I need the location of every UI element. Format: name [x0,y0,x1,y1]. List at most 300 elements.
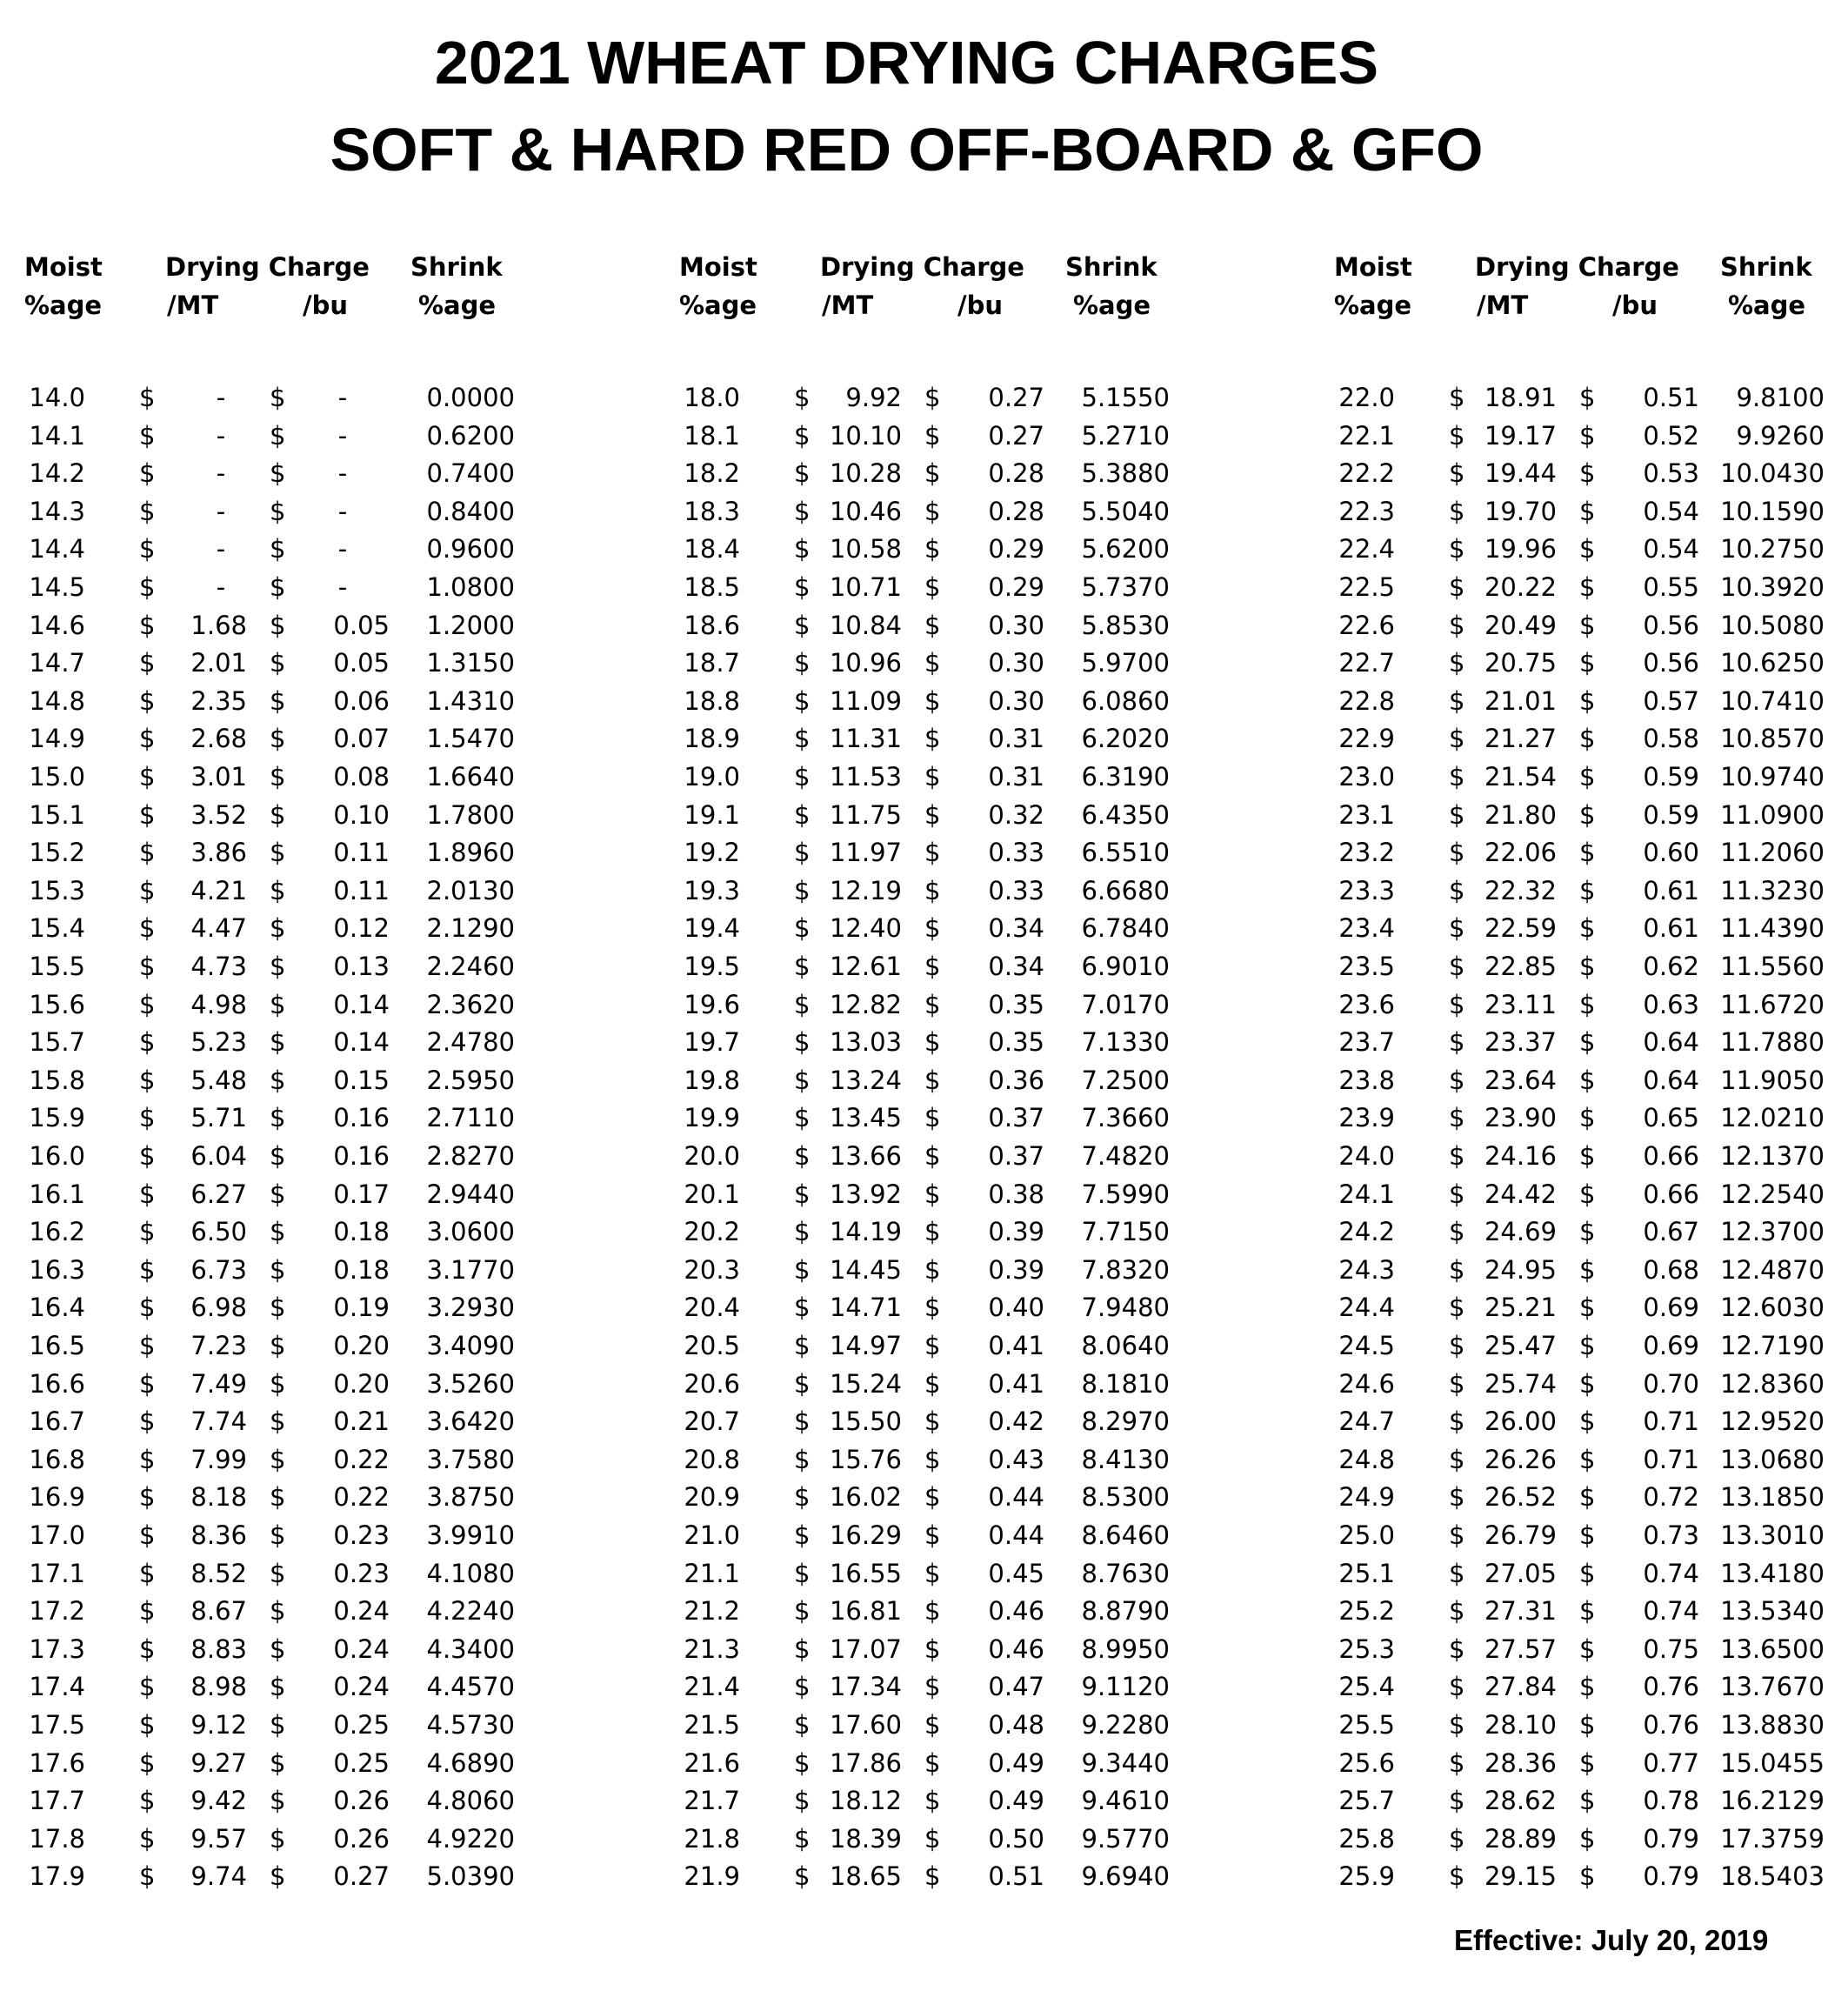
charge-per-bu: 0.13 [333,952,390,981]
currency-symbol: $ [794,1747,811,1778]
charge-per-mt: 2.68 [190,724,247,754]
currency-symbol: $ [1449,1786,1465,1816]
currency-symbol: $ [1579,1293,1596,1323]
moisture-value: 19.4 [684,913,740,944]
moisture-value: 18.4 [684,534,740,565]
charge-per-bu: 0.17 [333,1179,390,1209]
currency-symbol: $ [924,572,941,602]
moisture-value: 15.4 [29,913,85,944]
currency-symbol: $ [1579,799,1596,830]
moisture-value: 19.2 [684,838,740,868]
shrink-value: 6.9010 [1081,952,1170,981]
shrink-value: 9.8100 [1736,383,1825,412]
charge-per-bu: 0.31 [988,724,1044,754]
moisture-value: 20.6 [684,1368,740,1399]
currency-symbol: $ [1579,534,1596,565]
shrink-value: 13.5340 [1720,1596,1825,1627]
moisture-value: 21.8 [684,1823,740,1854]
moisture-value: 25.6 [1338,1747,1395,1778]
charge-per-bu: 0.37 [988,1141,1044,1171]
currency-symbol: $ [139,1368,156,1399]
charge-per-mt: 1.68 [190,610,247,640]
charge-per-bu: 0.06 [333,685,390,716]
shrink-value: 10.7410 [1720,685,1825,716]
shrink-value: 10.3920 [1720,572,1825,602]
charge-per-mt: 9.27 [190,1747,247,1778]
currency-symbol: $ [270,383,286,412]
charge-per-bu: 0.53 [1643,458,1699,489]
currency-symbol: $ [1579,1861,1596,1892]
currency-symbol: $ [924,1254,941,1285]
moisture-value: 21.5 [684,1710,740,1740]
shrink-value: 8.1810 [1081,1368,1170,1399]
shrink-value: 9.6940 [1081,1861,1170,1892]
moisture-value: 17.7 [29,1786,85,1816]
charge-per-bu: 0.30 [988,685,1044,716]
shrink-value: 1.7800 [426,799,515,830]
moisture-value: 24.7 [1338,1406,1395,1437]
charge-per-bu: 0.74 [1643,1558,1699,1588]
charge-per-bu: 0.24 [333,1596,390,1627]
currency-symbol: $ [139,648,156,678]
moisture-value: 21.2 [684,1596,740,1627]
currency-symbol: $ [1579,724,1596,754]
charge-per-mt: 14.97 [829,1331,902,1360]
currency-symbol: $ [1449,1293,1465,1323]
charge-per-bu: 0.79 [1643,1861,1699,1892]
charge-per-bu: 0.11 [333,838,390,868]
charge-per-bu: 0.54 [1643,534,1699,565]
charge-per-bu: 0.30 [988,648,1044,678]
charge-per-bu: 0.64 [1643,1027,1699,1058]
shrink-value: 2.1290 [426,913,515,944]
charge-per-mt: 20.49 [1484,610,1557,640]
charge-per-mt: 23.11 [1484,989,1557,1019]
shrink-value: 18.5403 [1720,1861,1825,1892]
charge-per-bu: 0.73 [1643,1520,1699,1550]
currency-symbol: $ [1449,648,1465,678]
shrink-value: 4.4570 [426,1672,515,1702]
currency-symbol: $ [139,1293,156,1323]
charge-per-bu: - [337,496,348,526]
moisture-value: 14.7 [29,648,85,678]
currency-symbol: $ [924,1482,941,1513]
shrink-value: 3.1770 [426,1254,515,1285]
charge-per-bu: 0.72 [1643,1482,1699,1513]
moisture-value: 25.7 [1338,1786,1395,1816]
header-shrink-unit: %age [1073,291,1151,320]
moisture-value: 17.2 [29,1596,85,1627]
shrink-value: 6.2020 [1081,724,1170,754]
charge-per-bu: 0.25 [333,1710,390,1740]
currency-symbol: $ [270,1520,286,1550]
charge-per-mt: 19.70 [1484,496,1557,526]
shrink-value: 13.6500 [1720,1634,1825,1664]
shrink-value: 3.8750 [426,1482,515,1513]
charge-per-bu: 0.76 [1643,1710,1699,1740]
moisture-value: 20.5 [684,1331,740,1360]
currency-symbol: $ [139,913,156,944]
currency-symbol: $ [139,496,156,526]
currency-symbol: $ [1579,1141,1596,1171]
currency-symbol: $ [924,1520,941,1550]
currency-symbol: $ [794,838,811,868]
currency-symbol: $ [270,458,286,489]
moisture-value: 21.7 [684,1786,740,1816]
moisture-value: 22.6 [1338,610,1395,640]
moisture-value: 14.4 [29,534,85,565]
moisture-value: 18.6 [684,610,740,640]
charge-per-mt: 10.84 [829,610,902,640]
charge-per-mt: 18.39 [829,1823,902,1854]
currency-symbol: $ [794,572,811,602]
charge-per-mt: 4.21 [190,875,247,905]
moisture-value: 22.0 [1338,383,1395,412]
currency-symbol: $ [270,1406,286,1437]
currency-symbol: $ [139,875,156,905]
currency-symbol: $ [270,572,286,602]
moisture-value: 23.9 [1338,1103,1395,1133]
currency-symbol: $ [1449,1558,1465,1588]
shrink-value: 3.4090 [426,1331,515,1360]
charge-per-bu: 0.69 [1643,1331,1699,1360]
moisture-value: 22.2 [1338,458,1395,489]
moisture-value: 23.8 [1338,1065,1395,1095]
currency-symbol: $ [794,458,811,489]
title-line-1: 2021 WHEAT DRYING CHARGES [434,29,1379,97]
shrink-value: 3.0600 [426,1217,515,1247]
currency-symbol: $ [1579,1368,1596,1399]
currency-symbol: $ [270,1065,286,1095]
moisture-value: 20.2 [684,1217,740,1247]
shrink-value: 11.6720 [1720,989,1825,1019]
currency-symbol: $ [1579,1558,1596,1588]
header-moist: Moist [679,252,757,282]
charge-per-bu: 0.25 [333,1747,390,1778]
shrink-value: 3.9910 [426,1520,515,1550]
currency-symbol: $ [139,1634,156,1664]
currency-symbol: $ [794,1103,811,1133]
shrink-value: 5.6200 [1081,534,1170,565]
currency-symbol: $ [794,1672,811,1702]
currency-symbol: $ [1579,648,1596,678]
charge-per-mt: 13.03 [829,1027,902,1058]
currency-symbol: $ [794,1823,811,1854]
moisture-value: 14.9 [29,724,85,754]
header-shrink: Shrink [410,252,503,282]
header-moist-unit: %age [24,291,103,320]
charge-per-mt: 25.74 [1484,1368,1557,1399]
header-drying-charge: Drying Charge [165,252,370,282]
moisture-value: 24.2 [1338,1217,1395,1247]
effective-date: Effective: July 20, 2019 [1454,1924,1769,1956]
charge-per-bu: 0.51 [988,1861,1044,1892]
currency-symbol: $ [270,1027,286,1058]
charge-per-mt: 22.85 [1484,952,1557,981]
shrink-value: 5.8530 [1081,610,1170,640]
charge-per-mt: 23.90 [1484,1103,1557,1133]
currency-symbol: $ [139,1217,156,1247]
moisture-value: 16.7 [29,1406,85,1437]
charge-per-mt: 17.60 [829,1710,902,1740]
shrink-value: 17.3759 [1720,1823,1825,1854]
shrink-value: 5.2710 [1081,420,1170,451]
charge-per-mt: 19.44 [1484,458,1557,489]
charge-per-mt: 21.01 [1484,685,1557,716]
currency-symbol: $ [139,952,156,981]
charge-per-mt: 6.27 [190,1179,247,1209]
charge-per-mt: 9.12 [190,1710,247,1740]
currency-symbol: $ [270,1596,286,1627]
charge-per-mt: 9.92 [845,383,902,412]
shrink-value: 2.5950 [426,1065,515,1095]
charge-per-bu: 0.30 [988,610,1044,640]
currency-symbol: $ [139,762,156,792]
moisture-value: 25.2 [1338,1596,1395,1627]
currency-symbol: $ [1449,1596,1465,1627]
currency-symbol: $ [794,1444,811,1474]
charge-per-bu: 0.56 [1643,648,1699,678]
shrink-value: 7.0170 [1081,989,1170,1019]
shrink-value: 10.5080 [1720,610,1825,640]
currency-symbol: $ [270,648,286,678]
shrink-value: 8.7630 [1081,1558,1170,1588]
moisture-value: 18.2 [684,458,740,489]
charge-per-mt: 6.04 [190,1141,247,1171]
shrink-value: 9.2280 [1081,1710,1170,1740]
charge-per-mt: 16.29 [829,1520,902,1550]
charge-per-bu: 0.50 [988,1823,1044,1854]
shrink-value: 11.9050 [1720,1065,1825,1095]
currency-symbol: $ [1579,1747,1596,1778]
currency-symbol: $ [139,1861,156,1892]
currency-symbol: $ [1449,572,1465,602]
moisture-value: 18.0 [684,383,740,412]
charge-per-mt: 22.32 [1484,875,1557,905]
charge-per-bu: 0.65 [1643,1103,1699,1133]
moisture-value: 18.9 [684,724,740,754]
currency-symbol: $ [1449,1710,1465,1740]
moisture-value: 20.3 [684,1254,740,1285]
charge-per-bu: 0.45 [988,1558,1044,1588]
charge-per-mt: 21.27 [1484,724,1557,754]
currency-symbol: $ [1449,1634,1465,1664]
currency-symbol: $ [139,989,156,1019]
currency-symbol: $ [794,1596,811,1627]
charge-per-mt: 28.62 [1484,1786,1557,1816]
currency-symbol: $ [924,724,941,754]
currency-symbol: $ [794,913,811,944]
currency-symbol: $ [270,1217,286,1247]
charge-per-mt: 24.42 [1484,1179,1557,1209]
charge-per-bu: 0.36 [988,1065,1044,1095]
moisture-value: 16.2 [29,1217,85,1247]
charge-per-bu: 0.18 [333,1254,390,1285]
moisture-value: 25.5 [1338,1710,1395,1740]
charge-per-mt: - [216,534,226,565]
shrink-value: 11.4390 [1720,913,1825,944]
shrink-value: 12.4870 [1720,1254,1825,1285]
charge-per-mt: 28.36 [1484,1747,1557,1778]
charge-per-bu: 0.79 [1643,1823,1699,1854]
charge-per-bu: 0.11 [333,875,390,905]
currency-symbol: $ [139,1520,156,1550]
charge-per-bu: 0.34 [988,913,1044,944]
shrink-value: 8.2970 [1081,1406,1170,1437]
charge-per-mt: 19.17 [1484,420,1557,451]
charge-per-mt: 15.24 [829,1368,902,1399]
charge-per-mt: 26.79 [1484,1520,1557,1550]
currency-symbol: $ [794,383,811,412]
charge-per-bu: 0.37 [988,1103,1044,1133]
currency-symbol: $ [794,1520,811,1550]
charge-per-mt: 3.86 [190,838,247,868]
currency-symbol: $ [1449,724,1465,754]
charge-per-bu: 0.29 [988,572,1044,602]
moisture-value: 19.3 [684,875,740,905]
currency-symbol: $ [1579,1444,1596,1474]
shrink-value: 2.4780 [426,1027,515,1058]
charge-per-mt: 20.75 [1484,648,1557,678]
table-block-3 [1331,252,1848,1892]
moisture-value: 15.6 [29,989,85,1019]
charge-per-bu: 0.20 [333,1331,390,1360]
shrink-value: 2.8270 [426,1141,515,1171]
header-moist: Moist [24,252,103,282]
shrink-value: 11.2060 [1720,838,1825,868]
shrink-value: 7.7150 [1081,1217,1170,1247]
charge-per-bu: 0.61 [1643,875,1699,905]
shrink-value: 4.9220 [426,1823,515,1854]
shrink-value: 13.4180 [1720,1558,1825,1588]
charge-per-bu: 0.52 [1643,420,1699,451]
currency-symbol: $ [270,1634,286,1664]
currency-symbol: $ [1579,572,1596,602]
charge-per-mt: 6.73 [190,1254,247,1285]
shrink-value: 9.5770 [1081,1823,1170,1854]
moisture-value: 14.3 [29,496,85,526]
charge-per-mt: 13.92 [829,1179,902,1209]
currency-symbol: $ [139,1747,156,1778]
charge-per-mt: 27.57 [1484,1634,1557,1664]
charge-per-bu: 0.33 [988,838,1044,868]
currency-symbol: $ [1449,762,1465,792]
shrink-value: 9.4610 [1081,1786,1170,1816]
header-moist: Moist [1334,252,1412,282]
charge-per-mt: 26.26 [1484,1444,1557,1474]
currency-symbol: $ [270,989,286,1019]
currency-symbol: $ [1449,420,1465,451]
charge-per-bu: 0.12 [333,913,390,944]
charge-per-bu: 0.38 [988,1179,1044,1209]
charge-per-mt: 5.23 [190,1027,247,1058]
charge-per-bu: - [337,383,348,412]
charge-per-mt: 23.64 [1484,1065,1557,1095]
shrink-value: 11.3230 [1720,875,1825,905]
currency-symbol: $ [1579,838,1596,868]
currency-symbol: $ [1449,913,1465,944]
charge-per-mt: 8.52 [190,1558,247,1588]
currency-symbol: $ [270,1482,286,1513]
moisture-value: 17.3 [29,1634,85,1664]
currency-symbol: $ [270,762,286,792]
currency-symbol: $ [270,534,286,565]
header-per-bu: /bu [957,291,1003,320]
currency-symbol: $ [139,420,156,451]
currency-symbol: $ [1449,1179,1465,1209]
moisture-value: 22.4 [1338,534,1395,565]
currency-symbol: $ [1579,762,1596,792]
moisture-value: 14.5 [29,572,85,602]
currency-symbol: $ [1449,952,1465,981]
header-moist-unit: %age [679,291,757,320]
currency-symbol: $ [1449,1331,1465,1360]
charge-per-mt: 4.47 [190,913,247,944]
currency-symbol: $ [139,1482,156,1513]
currency-symbol: $ [139,1406,156,1437]
charge-per-bu: 0.26 [333,1786,390,1816]
shrink-value: 3.6420 [426,1406,515,1437]
charge-per-bu: 0.77 [1643,1747,1699,1778]
currency-symbol: $ [1449,799,1465,830]
charge-per-bu: 0.28 [988,458,1044,489]
currency-symbol: $ [794,952,811,981]
currency-symbol: $ [794,1861,811,1892]
moisture-value: 15.9 [29,1103,85,1133]
charge-per-mt: 9.42 [190,1786,247,1816]
charge-per-mt: 10.96 [829,648,902,678]
moisture-value: 21.0 [684,1520,740,1550]
currency-symbol: $ [794,420,811,451]
shrink-value: 10.2750 [1720,534,1825,565]
moisture-value: 23.1 [1338,799,1395,830]
currency-symbol: $ [270,913,286,944]
moisture-value: 20.1 [684,1179,740,1209]
currency-symbol: $ [1449,1368,1465,1399]
charge-per-mt: 10.71 [829,572,902,602]
charge-per-bu: 0.39 [988,1254,1044,1285]
currency-symbol: $ [139,1103,156,1133]
charge-per-bu: 0.54 [1643,496,1699,526]
moisture-value: 15.2 [29,838,85,868]
moisture-value: 16.6 [29,1368,85,1399]
currency-symbol: $ [1579,685,1596,716]
charge-per-mt: 22.59 [1484,913,1557,944]
currency-symbol: $ [794,1331,811,1360]
shrink-value: 2.7110 [426,1103,515,1133]
charge-per-mt: 28.10 [1484,1710,1557,1740]
charge-per-bu: 0.71 [1643,1444,1699,1474]
currency-symbol: $ [1449,1065,1465,1095]
charge-per-mt: 11.97 [829,838,902,868]
charge-per-bu: 0.76 [1643,1672,1699,1702]
currency-symbol: $ [1449,1254,1465,1285]
charge-per-mt: 3.01 [190,762,247,792]
currency-symbol: $ [270,838,286,868]
shrink-value: 12.8360 [1720,1368,1825,1399]
charge-per-bu: 0.05 [333,648,390,678]
moisture-value: 24.0 [1338,1141,1395,1171]
shrink-value: 6.4350 [1081,799,1170,830]
charge-per-mt: 10.10 [829,420,902,451]
charge-per-bu: 0.66 [1643,1179,1699,1209]
currency-symbol: $ [924,799,941,830]
currency-symbol: $ [924,1406,941,1437]
shrink-value: 8.5300 [1081,1482,1170,1513]
charge-per-bu: 0.49 [988,1786,1044,1816]
currency-symbol: $ [794,1293,811,1323]
header-shrink: Shrink [1065,252,1158,282]
